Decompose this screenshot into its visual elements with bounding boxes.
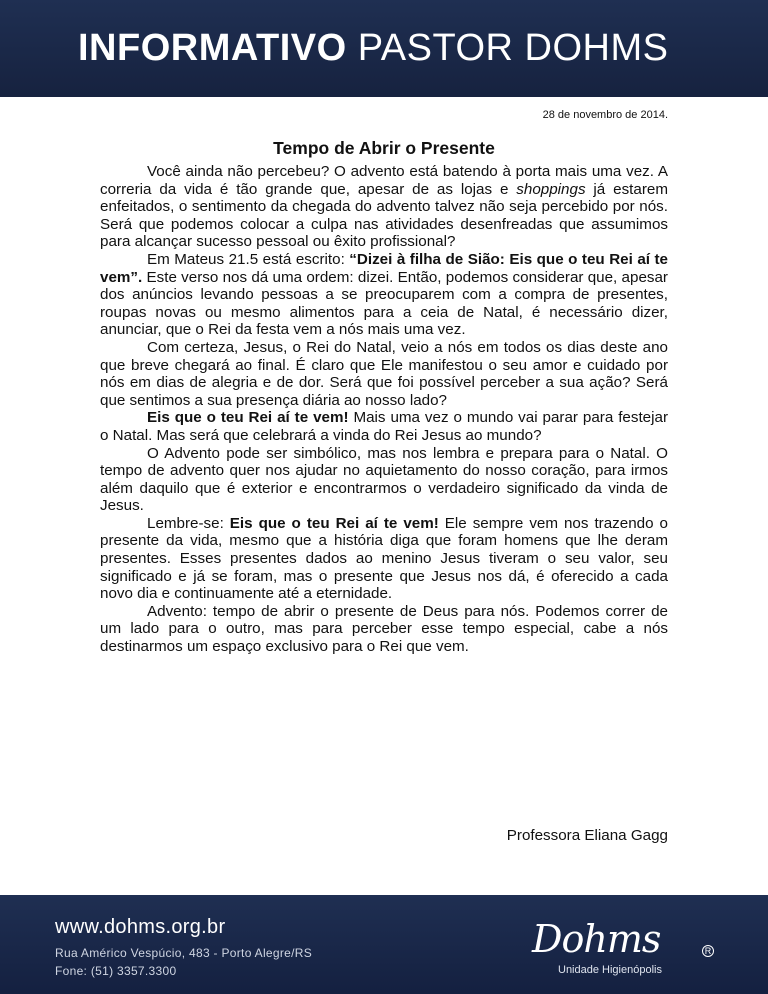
header-banner: [0, 0, 768, 97]
registered-mark-icon: R: [702, 945, 714, 957]
website-link[interactable]: www.dohms.org.br: [55, 916, 226, 938]
newsletter-title-light: PASTOR DOHMS: [357, 27, 669, 69]
paragraph-2-quote: “Dizei à filha de Sião: Eis que o teu Rei aí te vem”.: [100, 250, 668, 286]
article-title: Tempo de Abrir o Presente: [273, 138, 495, 158]
paragraph-1-text-a: Você ainda não percebeu? O advento está batendo à porta mais uma vez. A correria da vida é tão grande que, apesar de as lojas e: [100, 163, 668, 198]
phone: Fone: (51) 3357.3300: [55, 964, 177, 978]
paragraph-2-text-a: Em Mateus 21.5 está escrito:: [147, 250, 350, 268]
paragraph-4: [100, 409, 668, 444]
paragraph-1: [100, 163, 668, 251]
paragraph-2: [100, 251, 668, 339]
article-body: [100, 163, 668, 656]
paragraph-1-text-b: já estarem enfeitados, o sentimento da chegada do advento talvez não seja percebido por nós. Será que podemos colocar a culpa nas atividades desenfreadas que assumimos para alcançar sucesso pessoal ou êxito profissional?: [100, 180, 668, 251]
newsletter-title-bold: INFORMATIVO: [78, 27, 347, 69]
paragraph-4-quote: Eis que o teu Rei aí te vem!: [147, 409, 349, 427]
paragraph-5: O Advento pode ser simbólico, mas nos lembra e prepara para o Natal. O tempo de advento quer nos ajudar no aquietamento do nosso coração, para irmos além daquilo que é exterior e encontrarmos o verdadeiro significado da vinda de Jesus.: [100, 444, 668, 515]
address: Rua Américo Vespúcio, 483 - Porto Alegre/RS: [55, 946, 313, 960]
footer-banner: [0, 895, 768, 994]
paragraph-2-text-b: Este verso nos dá uma ordem: dizei. Então, podemos considerar que, apesar dos anúncios levando pessoas a se preocuparem com a compra de presentes, roupas novas ou mesmo alimentos para a ceia de Natal, é necessário dizer, anunciar, que o Rei da festa vem a nós mais uma vez.: [100, 268, 668, 339]
publication-date: 28 de novembro de 2014.: [542, 109, 668, 121]
paragraph-6-text-a: Lembre-se:: [147, 514, 230, 532]
paragraph-6: [100, 515, 668, 603]
logo-wordmark: Dohms: [532, 917, 661, 961]
paragraph-6-quote: Eis que o teu Rei aí te vem!: [229, 514, 439, 532]
paragraph-1-emphasis: shoppings: [516, 180, 586, 198]
paragraph-6-text-b: Ele sempre vem nos trazendo o presente da vida, mesmo que a história diga que foram homens que lhe deram presentes. Esses presentes dados ao menino Jesus tiveram o seu valor, seu significado e já se foram, mas o presente que Jesus nos dá, é oferecido a cada novo dia e continuamente até a eternidade.: [100, 514, 668, 603]
author-signature: Professora Eliana Gagg: [506, 827, 668, 844]
paragraph-3: Com certeza, Jesus, o Rei do Natal, veio a nós em todos os dias deste ano que breve chegará ao final. É claro que Ele manifestou o seu amor e cuidado por nós em dias de alegria e de dor. Será que foi possível perceber a sua ação? Será que sentimos a sua presença diária ao nosso lado?: [100, 338, 668, 409]
paragraph-4-text: Mais uma vez o mundo vai parar para festejar o Natal. Mas será que celebrará a vinda do Rei Jesus ao mundo?: [100, 409, 668, 444]
newsletter-title: [78, 27, 668, 70]
logo-subtitle: Unidade Higienópolis: [558, 964, 662, 976]
dohms-logo: [528, 917, 718, 979]
paragraph-7: Advento: tempo de abrir o presente de Deus para nós. Podemos correr de um lado para o outro, mas para perceber esse tempo especial, cabe a nós destinarmos um espaço exclusivo para o Rei que vem.: [100, 602, 668, 656]
